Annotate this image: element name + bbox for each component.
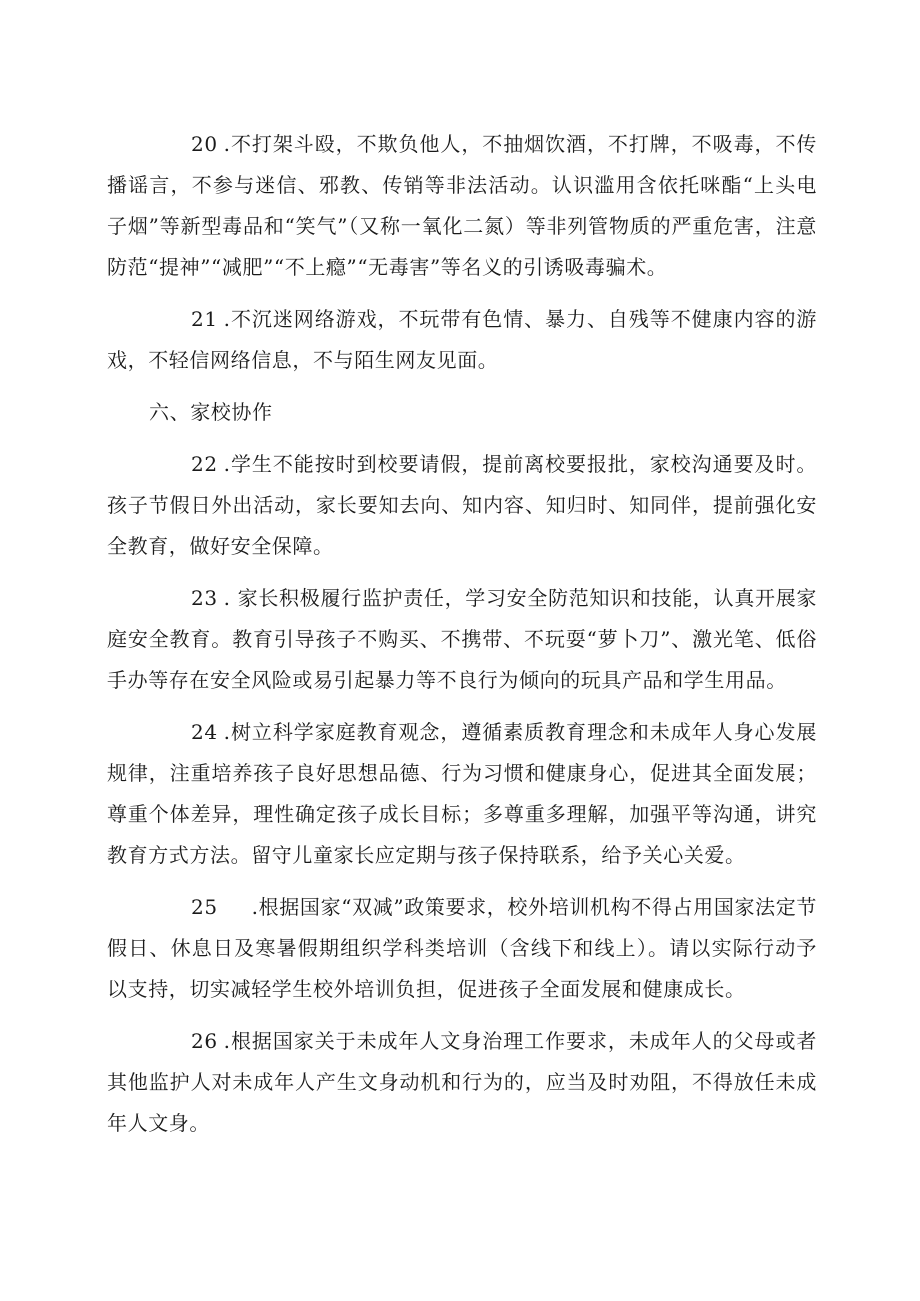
- paragraph-text: .学生不能按时到校要请假，提前离校要报批，家校沟通要及时。孩子节假日外出活动，家长要知去向、知内容、知归时、知同伴，提前强化安全教育，做好安全保障。: [107, 452, 817, 558]
- paragraph-23: [107, 578, 817, 701]
- paragraph-number: 26: [191, 1029, 218, 1053]
- paragraph-26: [107, 1021, 817, 1144]
- document-body: [107, 124, 817, 1155]
- paragraph-text: .根据国家关于未成年人文身治理工作要求，未成年人的父母或者其他监护人对未成年人产生文身动机和行为的，应当及时劝阻，不得放任未成年人文身。: [107, 1029, 817, 1135]
- paragraph-number: 20: [191, 132, 218, 156]
- paragraph-number: 24: [191, 720, 218, 744]
- section-heading: 六、家校协作: [149, 400, 273, 424]
- paragraph-text: .根据国家“双减”政策要求，校外培训机构不得占用国家法定节假日、休息日及寒暑假期组织学科类培训（含线下和线上）。请以实际行动予以支持，切实减轻学生校外培训负担，促进孩子全面发展和健康成长。: [107, 895, 817, 1001]
- paragraph-number: 22: [191, 452, 218, 476]
- paragraph-24: [107, 712, 817, 876]
- paragraph-number: 25: [191, 895, 218, 919]
- paragraph-22: [107, 444, 817, 567]
- paragraph-text: .树立科学家庭教育观念，遵循素质教育理念和未成年人身心发展规律，注重培养孩子良好思想品德、行为习惯和健康身心，促进其全面发展；尊重个体差异，理性确定孩子成长目标；多尊重多理解，加强平等沟通，讲究教育方式方法。留守儿童家长应定期与孩子保持联系，给予关心关爱。: [107, 720, 817, 867]
- paragraph-text: .不沉迷网络游戏，不玩带有色情、暴力、自残等不健康内容的游戏，不轻信网络信息，不与陌生网友见面。: [107, 307, 817, 372]
- paragraph-20: [107, 124, 817, 288]
- paragraph-text: .不打架斗殴，不欺负他人，不抽烟饮酒，不打牌，不吸毒，不传播谣言，不参与迷信、邪教、传销等非法活动。认识滥用含依托咪酯“上头电子烟”等新型毒品和“笑气”（又称一氧化二氮）等非列管物质的严重危害，注意防范“提神”“减肥”“不上瘾”“无毒害”等名义的引诱吸毒骗术。: [107, 132, 817, 279]
- paragraph-number: 23: [191, 586, 218, 610]
- paragraph-21: [107, 299, 817, 381]
- paragraph-number: 21: [191, 307, 218, 331]
- paragraph-25: [107, 887, 817, 1010]
- paragraph-text: . 家长积极履行监护责任，学习安全防范知识和技能，认真开展家庭安全教育。教育引导孩子不购买、不携带、不玩耍“萝卜刀”、激光笔、低俗手办等存在安全风险或易引起暴力等不良行为倾向的玩具产品和学生用品。: [107, 586, 817, 692]
